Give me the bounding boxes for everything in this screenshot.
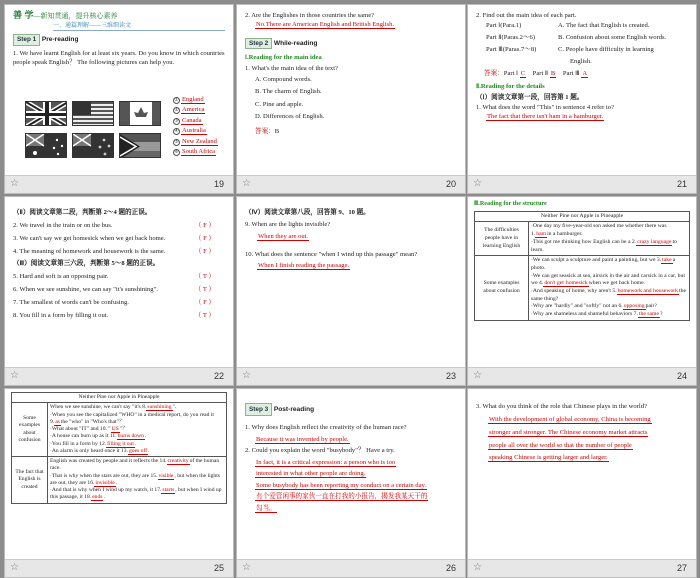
answer-2: In fact, it is a critical expression: a person who is too interested in what other people are doing. Some busybody has been reporting my conduct on a certain day. 有个爱管闲事的家伙一直在打我的小报告，揭发我某天干的 勾当。 xyxy=(256,458,428,512)
tf-item: 7. The smallest of words can't be confusing. （ F ） xyxy=(13,298,215,306)
star-icon[interactable]: ☆ xyxy=(473,178,482,189)
slide-23[interactable] xyxy=(236,196,466,386)
slide-20[interactable] xyxy=(236,4,466,194)
step-title: Pre-reading xyxy=(41,36,79,44)
section-heading: Ⅰ.Reading for the main idea xyxy=(245,53,322,61)
slide-footer xyxy=(5,559,233,577)
question-3: 3. What do you think of the role that Chinese plays in the world? xyxy=(476,403,647,410)
option-d: D. Differences of English. xyxy=(255,113,325,121)
table-title: Neither Pine nor Apple in Pineapple xyxy=(475,211,690,222)
answer-1: The fact that there isn't ham in a hamburger. xyxy=(487,113,604,121)
question-9: 9. When are the lights invisible? xyxy=(245,220,331,228)
question-2: 2. Are the Englishes in those countries the same? xyxy=(245,12,375,19)
star-icon[interactable]: ☆ xyxy=(10,562,19,573)
question-10: 10. What does the sentence "when I wind up this passage" mean? xyxy=(245,250,418,258)
option-c: C. Pine and apple. xyxy=(255,100,304,108)
slide-22[interactable] xyxy=(4,196,234,386)
slide-footer xyxy=(468,559,696,577)
legend-item: ⑤ New Zealand xyxy=(174,137,217,145)
page-number: 21 xyxy=(676,179,687,189)
answer-3: With the development of global economy, China is becoming stronger and stronger. The Chinese economy market attracts people all over the world so that the number of people speaking Chinese is getting larger and larger. xyxy=(489,415,651,462)
slide-27[interactable] xyxy=(467,388,697,578)
slide-footer xyxy=(468,367,696,385)
answer-2: No.There are American English and British English. xyxy=(256,21,395,29)
part-row: Part Ⅰ(Para.1) A. The fact that English is created. xyxy=(486,22,650,30)
slide-24[interactable] xyxy=(467,196,697,386)
page-number: 22 xyxy=(213,371,224,381)
banner: 一、通篇理解——三维细读文 xyxy=(53,22,225,32)
page-number: 24 xyxy=(676,371,687,381)
answer-label: 答案： xyxy=(255,127,275,135)
us-flag-icon xyxy=(72,101,114,126)
answer-value: B xyxy=(274,127,280,135)
slide-footer xyxy=(237,175,465,193)
step-title: While-reading xyxy=(273,39,318,47)
tf-item: 5. Hard and soft is an opposing pair. （ T ） xyxy=(13,273,215,281)
australia-flag-icon xyxy=(25,133,67,158)
answer-10: When I finish reading the passage. xyxy=(258,262,350,270)
answer-row: 答案：Part Ⅰ C Part Ⅱ B Part Ⅲ A xyxy=(484,69,588,77)
star-icon[interactable]: ☆ xyxy=(10,178,19,189)
slide-footer xyxy=(468,175,696,193)
question-1: 1. What's the main idea of the text? xyxy=(245,65,338,73)
slide-footer xyxy=(5,367,233,385)
row-label: Some examples about confusion xyxy=(475,256,529,321)
legend-item: ⑥ South Africa xyxy=(174,147,216,155)
structure-table xyxy=(11,392,227,504)
sub-heading: （Ⅳ）阅读文章第八段，回答第 9、10 题。 xyxy=(245,209,370,216)
question: 1. We have learnt English for at least six years. Do you know in which countries people speak English？ The following pictures can help you. xyxy=(13,49,225,66)
row-content: English was created by people and it reflects the 14.creativityof the human race. ·That is why when the stars are out, they are 15.visible, but when the lights are out, they are 16.invisible. ·And that is why when I wind up my watch, it 17.starts, but when I wind up this passage, it 18.ends. xyxy=(48,457,227,504)
slide-footer xyxy=(237,367,465,385)
answer-9: When they are out. xyxy=(258,232,309,240)
star-icon[interactable]: ☆ xyxy=(242,178,251,189)
step-title: Post-reading xyxy=(273,406,315,413)
page-number: 25 xyxy=(213,563,224,573)
question-2: 2. Find out the main idea of each part. xyxy=(476,12,577,19)
tf-item: 8. You fill in a form by filling it out. （ T ） xyxy=(13,311,215,319)
star-icon[interactable]: ☆ xyxy=(473,370,482,381)
question-1: 1. Why does English reflect the creativity of the human race? xyxy=(245,424,407,432)
section-subtitle: —新知贯通，提升核心素养 xyxy=(33,12,118,20)
sub-heading: （Ⅰ）阅读文章第一段，回答第 1 题。 xyxy=(476,93,584,101)
sub-heading: （Ⅲ）阅读文章第三六段，判断第 5～8 题的正误。 xyxy=(13,260,160,268)
canada-flag-icon xyxy=(119,101,161,126)
sub-heading: （Ⅱ）阅读文章第二段，判断第 2～4 题的正误。 xyxy=(13,209,152,216)
slide-21[interactable] xyxy=(467,4,697,194)
tf-item: 4. The meaning of homework and housework is the same. （ F ） xyxy=(13,247,215,255)
country-legend xyxy=(173,95,218,157)
uk-flag-icon xyxy=(25,101,67,126)
section-title: 善 学 xyxy=(13,10,34,20)
section-heading: Ⅱ.Reading for the details xyxy=(476,83,545,91)
part-row-cont: English. xyxy=(570,57,592,65)
page-number: 23 xyxy=(445,371,456,381)
option-a: A. Compound words. xyxy=(255,75,312,83)
legend-item: ② America xyxy=(174,106,205,114)
tf-item: 3. We can't say we get homesick when we get back home. （ F ） xyxy=(13,234,215,242)
step-label: Step 3 xyxy=(245,403,272,416)
legend-item: ③ Canada xyxy=(174,116,202,124)
legend-item: ① England xyxy=(174,96,204,103)
star-icon[interactable]: ☆ xyxy=(242,370,251,381)
structure-table xyxy=(474,211,690,321)
tf-item: 6. When we see sunshine, we can say "it's sunshining". （ T ） xyxy=(13,286,215,294)
slide-19[interactable] xyxy=(4,4,234,194)
slide-26[interactable] xyxy=(236,388,466,578)
step-label: Step 1 xyxy=(13,34,40,45)
row-label: The fact that English is created xyxy=(12,457,48,504)
question-1: 1. What does the word "This" in sentence 4 refer to? xyxy=(476,103,615,111)
slide-25[interactable] xyxy=(4,388,234,578)
row-content: ·One day my five-year-old son asked me whether there was 1.hamin a hamburger. ·This got me thinking how English can be a 2.crazy languageto learn. xyxy=(529,222,690,256)
row-label: The difficulties people have in learning English xyxy=(475,222,529,256)
legend-item: ④ Australia xyxy=(174,127,206,135)
page-number: 27 xyxy=(676,563,687,573)
new-zealand-flag-icon xyxy=(72,133,114,158)
section-heading: Ⅲ.Reading for the structure xyxy=(474,200,547,207)
tf-item: 2. We travel in the train or on the bus. （ F ） xyxy=(13,221,215,229)
page-number: 20 xyxy=(445,179,456,189)
part-row: Part Ⅱ(Paras.2～6) B. Confusion about some English words. xyxy=(486,34,667,42)
page-number: 19 xyxy=(213,179,224,189)
option-b: B. The charm of English. xyxy=(255,88,322,96)
star-icon[interactable]: ☆ xyxy=(473,562,482,573)
star-icon[interactable]: ☆ xyxy=(242,562,251,573)
part-row: Part Ⅲ(Paras.7～8) C. People have difficulty in learning xyxy=(486,46,654,54)
step-label: Step 2 xyxy=(245,38,272,49)
answer-1: Because it was invented by people. xyxy=(256,435,349,443)
page-number: 26 xyxy=(445,563,456,573)
south-africa-flag-icon xyxy=(119,133,161,158)
slide-footer xyxy=(5,175,233,193)
question-2: 2. Could you explain the word "busybody"？ Have a try. xyxy=(245,447,395,455)
table-title: Neither Pine nor Apple in Pineapple xyxy=(12,393,227,403)
row-content: ·We can sculpt a sculpture and paint a painting, but we 3.takea photo. ·We can get seasick at sea, airsick in the air and carsick in a car, but we 4.don't get homesickwhen we get back home. ·And speaking of home, why aren't 5.homework and houseworkthe same thing? ·Why are "hardly" and "softly" not an 6.opposingpair? ·Why are shameless and shameful behaviors 7.the same? xyxy=(529,256,690,321)
row-label: Some examples about confusion xyxy=(12,403,48,457)
row-content: When we see sunshine, we can't say "it's 8.sunshining". ·When you see the capitalized "WHO" in a medical report, do you read it 9.asthe "who" in "Who's that"？ ·What about "IT" and 10. "US"？ ·A house can burn up as it 11.burns down. ·You fill in a form by 12.filling it out. ·An alarm is only heard once it 13.goes off. xyxy=(48,403,227,457)
slide-footer xyxy=(237,559,465,577)
star-icon[interactable]: ☆ xyxy=(10,370,19,381)
